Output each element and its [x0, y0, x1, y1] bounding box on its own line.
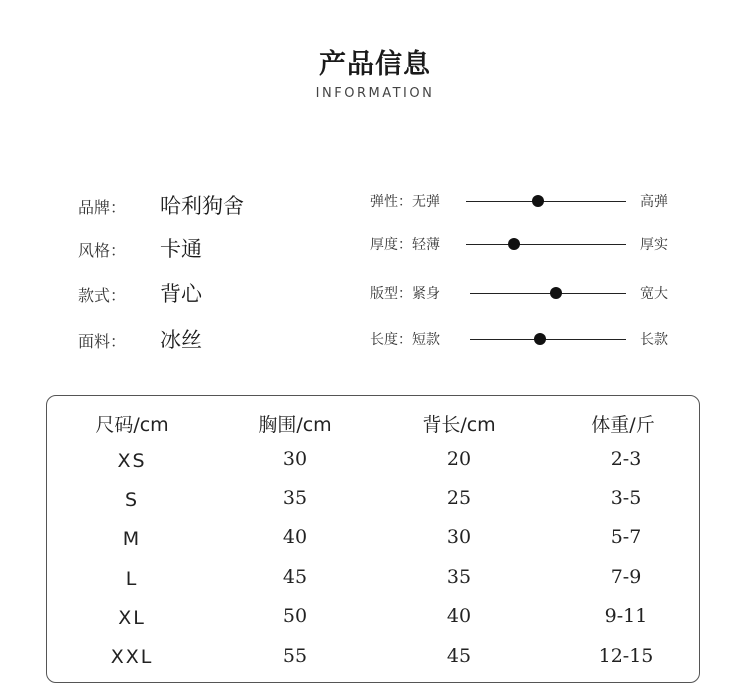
- scale-line: [466, 244, 626, 245]
- attr-value: 背心: [160, 282, 202, 306]
- attr-label: 品牌：: [78, 198, 127, 217]
- weight-cell: 2-3: [610, 448, 642, 470]
- scale-right-label: 厚实: [640, 237, 668, 253]
- scale-fit: [370, 280, 680, 304]
- back-cell: 30: [446, 526, 472, 548]
- size-table-header-weight: 体重/斤: [591, 414, 655, 436]
- size-cell: L: [125, 568, 139, 590]
- attr-value: 哈利狗舍: [160, 194, 244, 218]
- scale-right-label: 长款: [640, 332, 668, 348]
- chest-cell: 40: [282, 526, 308, 548]
- size-cell: S: [124, 489, 140, 511]
- chest-cell: 45: [282, 566, 308, 588]
- attr-type: [78, 278, 202, 308]
- chest-cell: 55: [282, 645, 308, 667]
- attr-fabric: [78, 324, 202, 354]
- weight-cell: 5-7: [610, 526, 642, 548]
- back-cell: 40: [446, 605, 472, 627]
- weight-cell: 9-11: [604, 605, 648, 627]
- size-cell: XXL: [110, 646, 154, 668]
- page-title: 产品信息: [319, 49, 431, 80]
- scale-line: [466, 201, 626, 202]
- back-cell: 25: [446, 487, 472, 509]
- scale-dot: [532, 195, 544, 207]
- attr-brand: [78, 190, 244, 220]
- attr-value: 冰丝: [160, 328, 202, 352]
- scale-length: [370, 326, 680, 350]
- scale-dot: [508, 238, 520, 250]
- weight-cell: 3-5: [610, 487, 642, 509]
- scale-line: [470, 339, 626, 340]
- back-cell: 35: [446, 566, 472, 588]
- scale-line: [470, 293, 626, 294]
- attr-label: 面料：: [78, 332, 127, 351]
- attr-label: 风格：: [78, 241, 127, 260]
- chest-cell: 35: [282, 487, 308, 509]
- back-cell: 45: [446, 645, 472, 667]
- scale-elasticity: [370, 188, 680, 212]
- size-table-header-back: 背长/cm: [422, 414, 496, 436]
- weight-cell: 7-9: [610, 566, 642, 588]
- scale-label: 弹性：无弹: [370, 194, 440, 210]
- scale-dot: [550, 287, 562, 299]
- scale-dot: [534, 333, 546, 345]
- scale-thickness: [370, 231, 680, 255]
- scale-label: 版型：紧身: [370, 286, 440, 302]
- scale-right-label: 高弹: [640, 194, 668, 210]
- scale-label: 厚度：轻薄: [370, 237, 440, 253]
- chest-cell: 50: [282, 605, 308, 627]
- size-cell: XS: [117, 450, 147, 472]
- size-cell: M: [122, 528, 142, 550]
- size-table-header-chest: 胸围/cm: [258, 414, 332, 436]
- weight-cell: 12-15: [598, 645, 654, 667]
- scale-label: 长度：短款: [370, 332, 440, 348]
- attr-style: [78, 233, 202, 263]
- attr-value: 卡通: [160, 237, 202, 261]
- back-cell: 20: [446, 448, 472, 470]
- size-table-header-size: 尺码/cm: [95, 414, 169, 436]
- scale-right-label: 宽大: [640, 286, 668, 302]
- attr-label: 款式：: [78, 286, 127, 305]
- size-cell: XL: [118, 607, 146, 629]
- chest-cell: 30: [282, 448, 308, 470]
- page-subtitle: INFORMATION: [315, 86, 435, 101]
